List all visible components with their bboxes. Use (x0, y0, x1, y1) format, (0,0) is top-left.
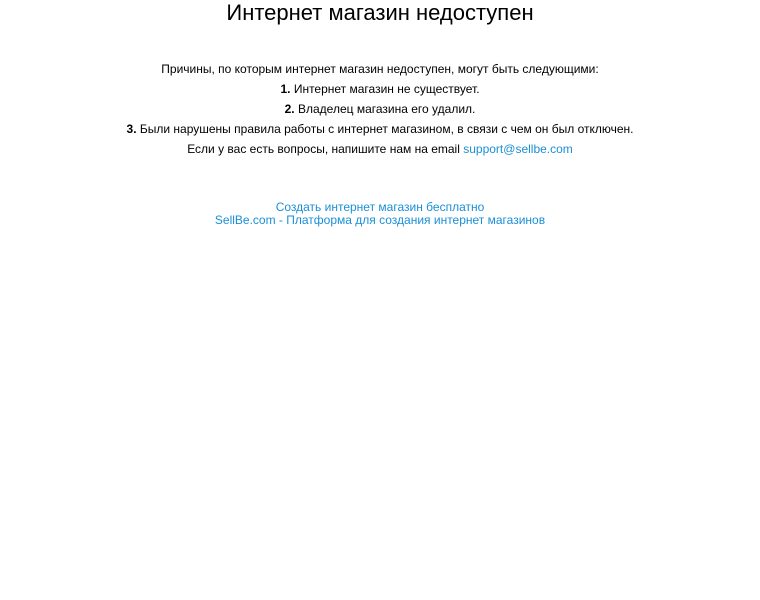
reason-text: Владелец магазина его удалил. (297, 102, 476, 116)
reason-text: Были нарушены правила работы с интернет магазином, в связи с чем он был отключен. (139, 122, 634, 136)
reason-number: 1. (280, 82, 291, 96)
reason-number: 3. (126, 122, 137, 136)
reasons-block (0, 59, 760, 159)
reason-item-2 (0, 99, 760, 119)
footer-links (0, 201, 760, 227)
platform-link[interactable]: SellBe.com - Платформа для создания интернет магазинов (214, 213, 546, 227)
reasons-intro: Причины, по которым интернет магазин недоступен, могут быть следующими: (161, 62, 599, 76)
support-email-link[interactable]: support@sellbe.com (463, 142, 573, 156)
reason-item-1 (0, 79, 760, 99)
contact-text: Если у вас есть вопросы, напишите нам на email (187, 142, 460, 156)
create-store-link[interactable]: Создать интернет магазин бесплатно (275, 200, 485, 214)
reason-text: Интернет магазин не существует. (293, 82, 480, 96)
reason-item-3 (0, 119, 760, 139)
page-title: Интернет магазин недоступен (226, 0, 534, 25)
reason-number: 2. (284, 102, 295, 116)
contact-line (0, 139, 760, 159)
